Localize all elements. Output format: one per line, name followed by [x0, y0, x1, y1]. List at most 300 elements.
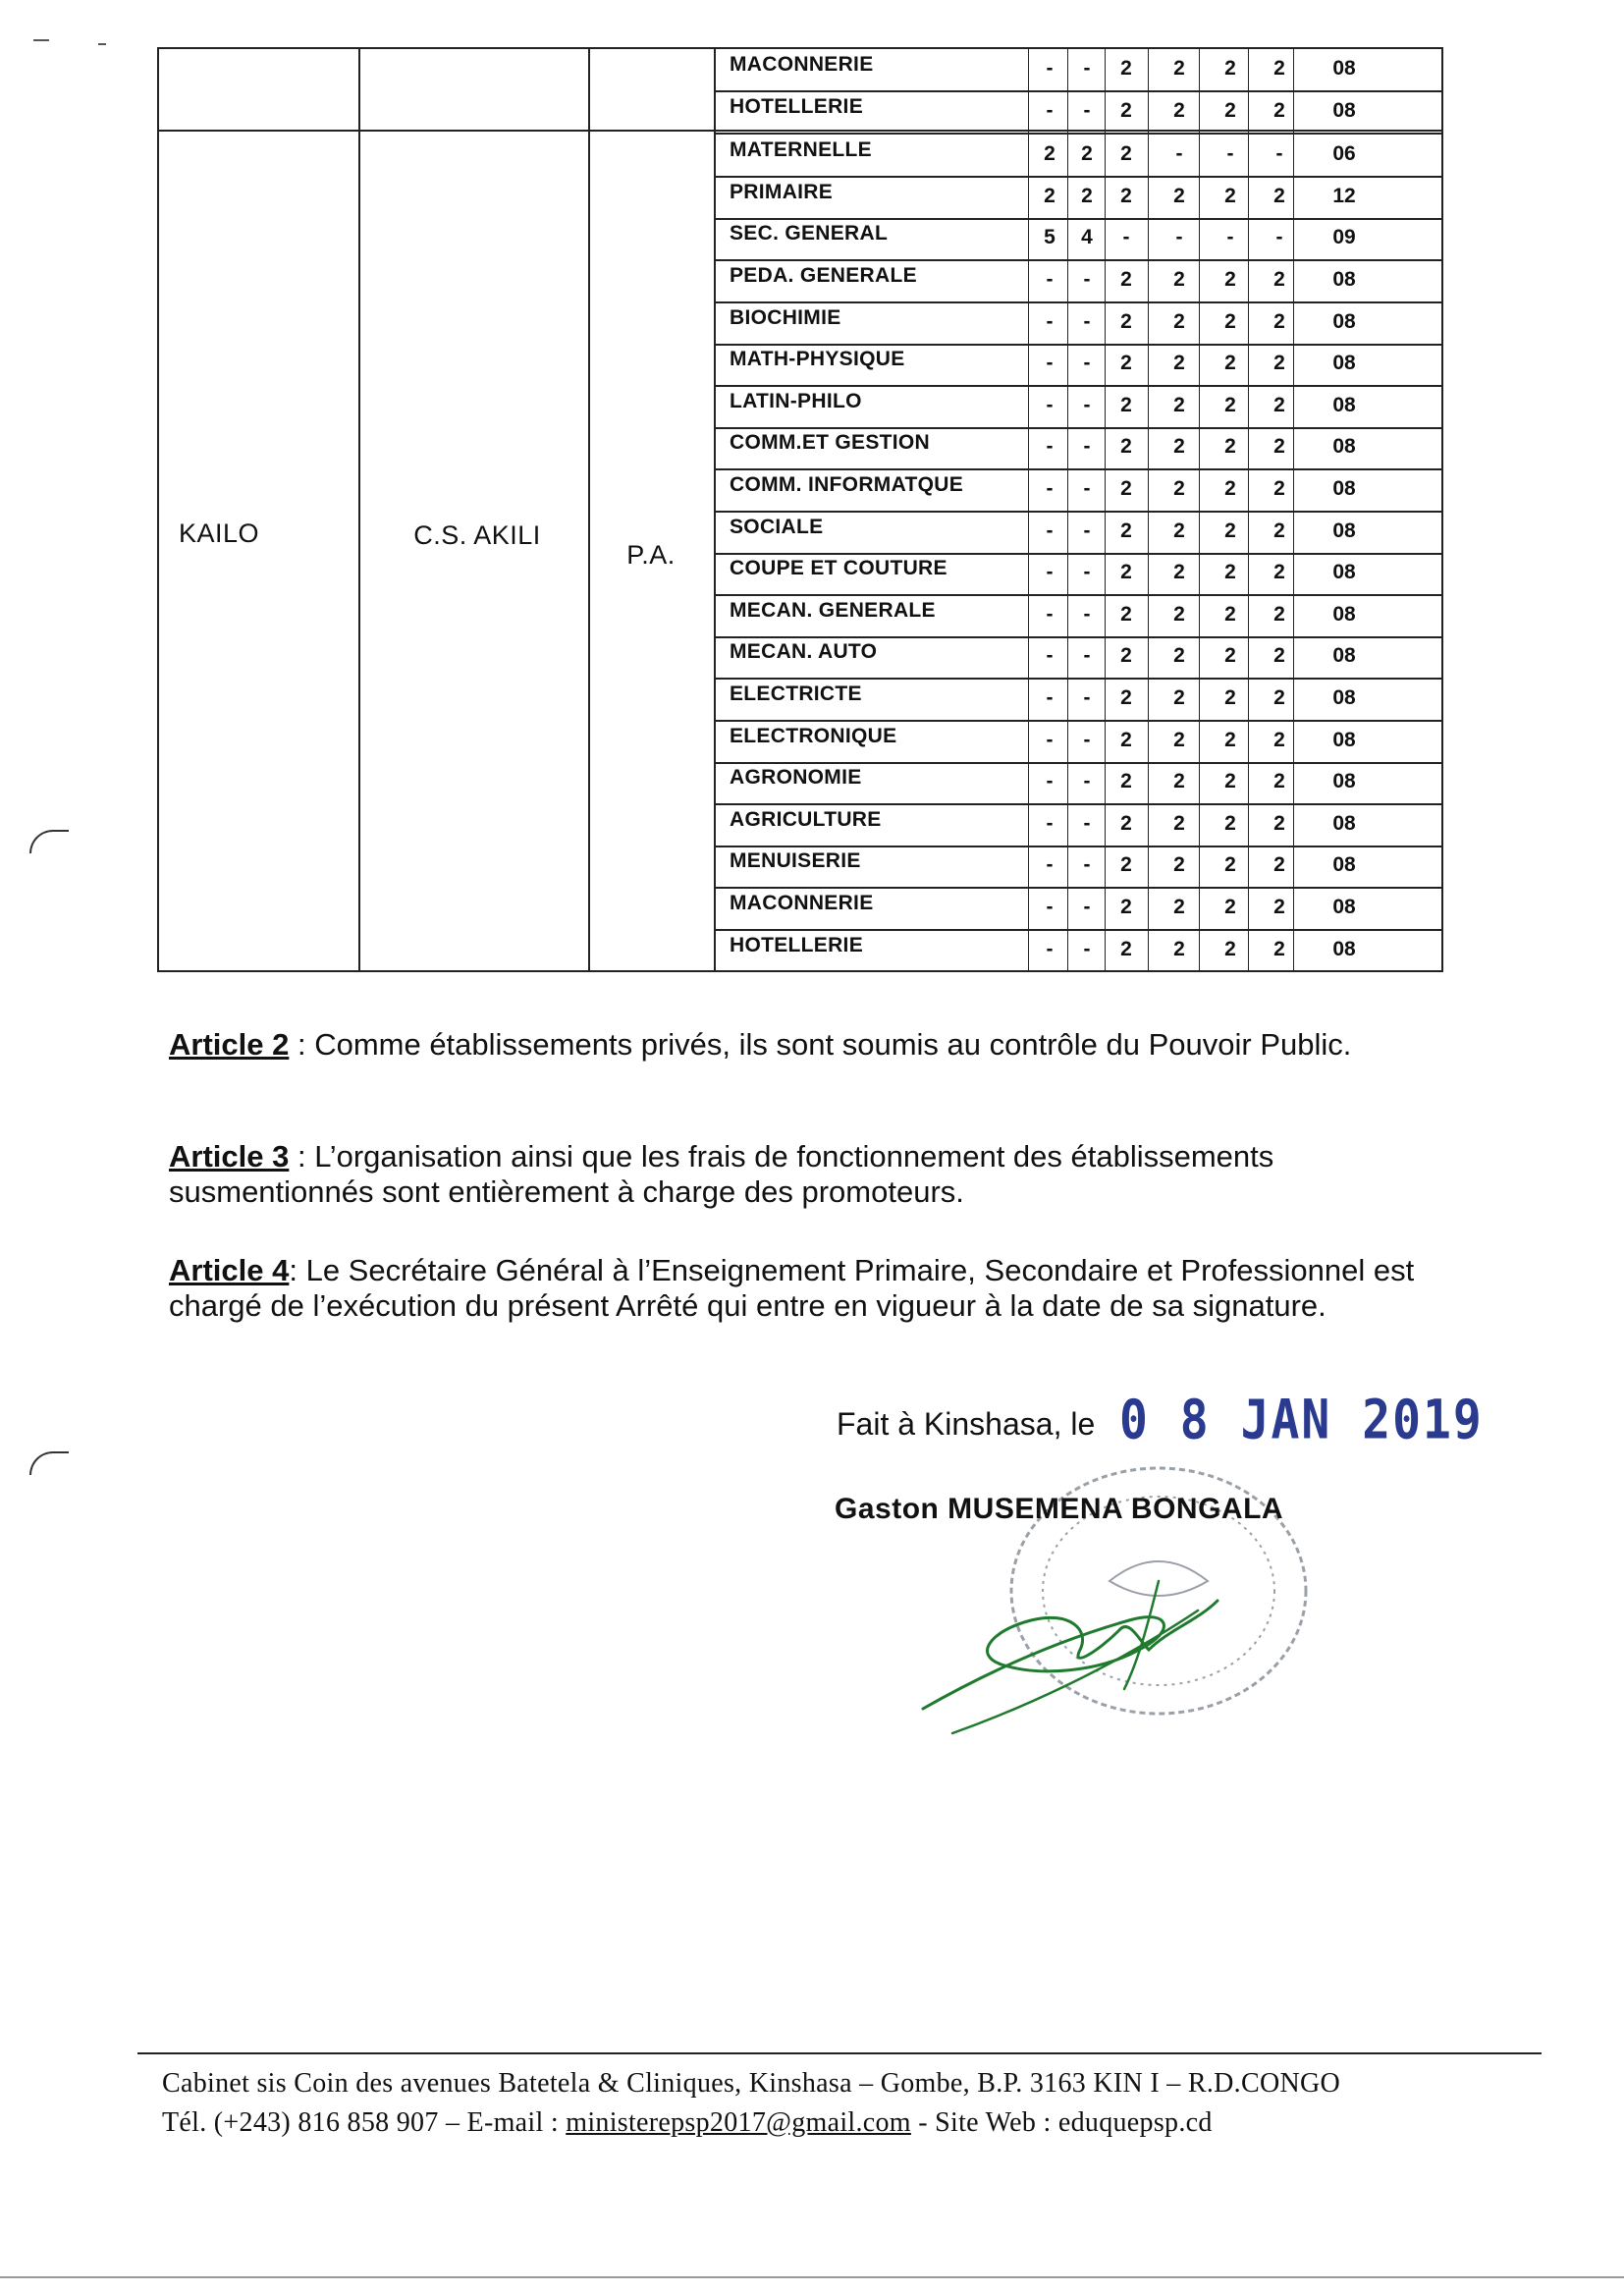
cell-divider: [1199, 930, 1200, 971]
option-name: HOTELLERIE: [730, 933, 864, 956]
option-name: BIOCHIMIE: [730, 305, 841, 329]
cell-divider: [1199, 595, 1200, 636]
class-counts: [1028, 888, 1441, 929]
class-count-cell: 2: [1173, 686, 1185, 709]
class-count-cell: -: [1083, 435, 1091, 459]
class-count-cell: 2: [1273, 811, 1285, 835]
cell-divider: [1199, 302, 1200, 344]
cell-divider: [1028, 930, 1029, 971]
class-count-cell: 2: [1173, 98, 1185, 122]
table-row: [716, 177, 1441, 220]
class-count-cell: 2: [1273, 770, 1285, 793]
table-row: [716, 427, 1441, 470]
class-count-cell: 2: [1173, 561, 1185, 584]
class-count-cell: -: [1046, 268, 1054, 291]
cell-divider: [1148, 553, 1149, 594]
class-counts: [1028, 636, 1441, 678]
class-count-cell: -: [1083, 728, 1091, 751]
handwritten-signature: [913, 1561, 1247, 1748]
class-count-cell: 2: [1120, 57, 1132, 80]
class-count-cell: 2: [1224, 393, 1236, 416]
class-count-cell: -: [1083, 268, 1091, 291]
class-count-cell: 2: [1120, 98, 1132, 122]
class-count-cell: 2: [1173, 770, 1185, 793]
class-count-cell: 2: [1173, 57, 1185, 80]
class-count-cell: -: [1083, 309, 1091, 333]
table-row: [716, 595, 1441, 638]
total-cell: 08: [1332, 435, 1356, 459]
option-name: LATIN-PHILO: [730, 389, 862, 412]
class-count-cell: 2: [1224, 728, 1236, 751]
total-cell: 08: [1332, 644, 1356, 668]
class-count-cell: -: [1083, 937, 1091, 960]
total-cell: 06: [1332, 142, 1356, 166]
class-count-cell: 2: [1224, 561, 1236, 584]
class-count-cell: 2: [1224, 184, 1236, 207]
page-bottom-edge: [0, 2276, 1624, 2278]
class-count-cell: -: [1046, 477, 1054, 500]
option-name: MENUISERIE: [730, 849, 861, 873]
total-cell: 08: [1332, 937, 1356, 960]
class-counts: [1028, 721, 1441, 762]
cell-divider: [1199, 427, 1200, 468]
option-name: COMM. INFORMATQUE: [730, 473, 964, 496]
total-cell: 08: [1332, 393, 1356, 416]
total-cell: 08: [1332, 309, 1356, 333]
class-count-cell: 2: [1120, 602, 1132, 626]
class-count-cell: 2: [1120, 561, 1132, 584]
class-count-cell: -: [1046, 728, 1054, 751]
cell-divider: [1028, 344, 1029, 385]
article-text: L’organisation ainsi que les frais de fonctionnement des établissements susmentionnés sont entièrement à charge des promoteurs.: [169, 1139, 1274, 1209]
class-count-cell: 2: [1224, 811, 1236, 835]
cell-divider: [1199, 135, 1200, 176]
cell-divider: [1199, 344, 1200, 385]
cell-divider: [1148, 512, 1149, 553]
class-count-cell: 2: [1120, 268, 1132, 291]
option-name: AGRONOMIE: [730, 766, 862, 790]
table-row: [716, 218, 1441, 261]
class-count-cell: 2: [1224, 98, 1236, 122]
class-count-cell: 2: [1224, 268, 1236, 291]
class-count-cell: 2: [1120, 770, 1132, 793]
cell-divider: [1028, 888, 1029, 929]
class-counts: [1028, 930, 1441, 971]
class-counts: [1028, 177, 1441, 218]
table-row: [716, 91, 1441, 135]
table-row: [716, 930, 1441, 971]
cell-divider: [1148, 260, 1149, 301]
cell-divider: [1199, 636, 1200, 678]
class-count-cell: 2: [1273, 853, 1285, 877]
footer-tel: Tél. (+243) 816 858 907 – E-mail :: [162, 2107, 567, 2138]
option-name: MACONNERIE: [730, 892, 874, 914]
class-count-cell: 2: [1120, 435, 1132, 459]
cell-divider: [1148, 762, 1149, 803]
footer-contact: [162, 2107, 1438, 2139]
class-count-cell: 2: [1273, 937, 1285, 960]
class-count-cell: -: [1175, 142, 1183, 166]
class-counts: [1028, 553, 1441, 594]
cell-divider: [1028, 135, 1029, 176]
class-counts: [1028, 218, 1441, 259]
class-counts: [1028, 679, 1441, 720]
cell-divider: [1199, 218, 1200, 259]
class-count-cell: 2: [1120, 142, 1132, 166]
class-count-cell: 2: [1120, 519, 1132, 542]
class-count-cell: 2: [1273, 309, 1285, 333]
option-name: COUPE ET COUTURE: [730, 557, 947, 580]
article-text: Le Secrétaire Général à l’Enseignement Primaire, Secondaire et Professionnel est chargé de l’exécution du présent Arrêté qui entre en vigueur à la date de sa signature.: [169, 1253, 1415, 1323]
class-count-cell: 2: [1044, 184, 1056, 207]
class-count-cell: -: [1046, 98, 1054, 122]
cell-divider: [1199, 679, 1200, 720]
class-count-cell: -: [1046, 519, 1054, 542]
class-count-cell: -: [1226, 226, 1234, 249]
cell-divider: [1028, 721, 1029, 762]
table-row: [716, 636, 1441, 680]
cell-divider: [1028, 260, 1029, 301]
class-count-cell: -: [1046, 937, 1054, 960]
cell-divider: [1028, 49, 1029, 90]
class-count-cell: -: [1046, 352, 1054, 375]
cell-divider: [1199, 260, 1200, 301]
cell-divider: [1028, 91, 1029, 133]
class-count-cell: 2: [1120, 477, 1132, 500]
total-cell: 08: [1332, 561, 1356, 584]
article-2: [169, 1027, 1426, 1063]
article-3: [169, 1139, 1426, 1210]
total-cell: 08: [1332, 57, 1356, 80]
scan-punch-mark: [29, 830, 69, 853]
class-count-cell: 2: [1224, 644, 1236, 668]
class-count-cell: 2: [1224, 477, 1236, 500]
class-count-cell: 2: [1224, 352, 1236, 375]
class-count-cell: 2: [1120, 393, 1132, 416]
cell-divider: [1028, 679, 1029, 720]
class-count-cell: -: [1083, 98, 1091, 122]
class-count-cell: 2: [1120, 896, 1132, 918]
option-name: MECAN. GENERALE: [730, 598, 936, 622]
date-stamp: 0 8 JAN 2019: [1119, 1388, 1484, 1452]
class-count-cell: 2: [1120, 937, 1132, 960]
footer-site[interactable]: eduquepsp.cd: [1057, 2107, 1213, 2138]
class-count-cell: 2: [1044, 142, 1056, 166]
class-count-cell: 2: [1224, 602, 1236, 626]
article-separator: :: [289, 1139, 315, 1174]
class-count-cell: -: [1046, 811, 1054, 835]
total-cell: 08: [1332, 268, 1356, 291]
table-row: [716, 888, 1441, 931]
total-cell: 08: [1332, 686, 1356, 709]
class-count-cell: 2: [1273, 57, 1285, 80]
total-cell: 08: [1332, 352, 1356, 375]
regime-cell: P.A.: [626, 540, 676, 570]
class-count-cell: -: [1083, 602, 1091, 626]
cell-divider: [1199, 469, 1200, 511]
class-count-cell: 2: [1081, 142, 1093, 166]
class-count-cell: -: [1046, 770, 1054, 793]
table-row: [716, 344, 1441, 387]
options-grid: [716, 49, 1441, 970]
class-count-cell: 2: [1273, 393, 1285, 416]
cell-divider: [1148, 721, 1149, 762]
class-count-cell: 2: [1224, 57, 1236, 80]
scan-punch-mark: [29, 1451, 69, 1475]
cell-divider: [1148, 218, 1149, 259]
class-count-cell: 2: [1173, 811, 1185, 835]
class-count-cell: -: [1046, 896, 1054, 918]
article-4: [169, 1253, 1426, 1324]
footer-email-link[interactable]: ministerepsp2017@gmail.com: [566, 2107, 911, 2138]
class-count-cell: 2: [1173, 602, 1185, 626]
class-count-cell: 2: [1173, 435, 1185, 459]
total-cell: 08: [1332, 602, 1356, 626]
class-count-cell: 2: [1273, 602, 1285, 626]
option-name: PEDA. GENERALE: [730, 264, 917, 287]
class-count-cell: 2: [1173, 896, 1185, 918]
class-count-cell: 2: [1173, 268, 1185, 291]
total-cell: 09: [1332, 226, 1356, 249]
schools-table: [157, 47, 1443, 972]
table-row: [716, 679, 1441, 722]
cell-divider: [1028, 177, 1029, 218]
cell-divider: [1199, 721, 1200, 762]
cell-divider: [1148, 846, 1149, 887]
class-counts: [1028, 302, 1441, 344]
class-count-cell: 2: [1120, 853, 1132, 877]
table-row: [716, 260, 1441, 303]
class-count-cell: 2: [1224, 770, 1236, 793]
cell-divider: [1148, 344, 1149, 385]
class-count-cell: 2: [1120, 352, 1132, 375]
class-counts: [1028, 386, 1441, 427]
option-name: COMM.ET GESTION: [730, 431, 930, 455]
class-count-cell: 2: [1273, 519, 1285, 542]
class-count-cell: 4: [1081, 226, 1093, 249]
article-label: Article 3: [169, 1139, 290, 1174]
class-count-cell: -: [1046, 309, 1054, 333]
class-count-cell: 2: [1120, 644, 1132, 668]
cell-divider: [1028, 512, 1029, 553]
cell-divider: [1199, 553, 1200, 594]
option-name: ELECTRICTE: [730, 682, 862, 705]
cell-divider: [1199, 512, 1200, 553]
class-count-cell: -: [1046, 561, 1054, 584]
class-counts: [1028, 469, 1441, 511]
cell-divider: [1028, 846, 1029, 887]
class-count-cell: 2: [1173, 728, 1185, 751]
table-row: [716, 762, 1441, 805]
class-count-cell: 2: [1224, 519, 1236, 542]
class-count-cell: -: [1046, 602, 1054, 626]
table-row: [716, 135, 1441, 178]
class-count-cell: 2: [1273, 352, 1285, 375]
class-count-cell: 2: [1224, 435, 1236, 459]
cell-divider: [1148, 135, 1149, 176]
total-cell: 08: [1332, 853, 1356, 877]
class-counts: [1028, 846, 1441, 887]
cell-divider: [1199, 177, 1200, 218]
article-label: Article 2: [169, 1027, 290, 1062]
territoire-cell: KAILO: [179, 519, 260, 548]
footer-rule: [137, 2052, 1542, 2054]
cell-divider: [1148, 177, 1149, 218]
class-count-cell: -: [1275, 226, 1283, 249]
class-count-cell: 2: [1273, 896, 1285, 918]
class-count-cell: 2: [1173, 184, 1185, 207]
class-count-cell: -: [1046, 644, 1054, 668]
class-counts: [1028, 595, 1441, 636]
class-count-cell: 2: [1120, 686, 1132, 709]
cell-divider: [1028, 595, 1029, 636]
class-counts: [1028, 762, 1441, 803]
class-counts: [1028, 91, 1441, 133]
article-separator: :: [289, 1253, 306, 1287]
class-count-cell: -: [1083, 896, 1091, 918]
option-name: ELECTRONIQUE: [730, 724, 897, 747]
class-counts: [1028, 427, 1441, 468]
cell-divider: [1028, 302, 1029, 344]
class-counts: [1028, 260, 1441, 301]
class-count-cell: -: [1046, 435, 1054, 459]
cell-divider: [1028, 427, 1029, 468]
class-count-cell: -: [1275, 142, 1283, 166]
cell-divider: [1199, 888, 1200, 929]
class-count-cell: -: [1122, 226, 1130, 249]
total-cell: 08: [1332, 728, 1356, 751]
table-row: [716, 553, 1441, 596]
cell-divider: [1148, 386, 1149, 427]
class-count-cell: -: [1083, 561, 1091, 584]
footer-site-prefix: - Site Web :: [910, 2107, 1058, 2138]
class-count-cell: 2: [1273, 644, 1285, 668]
class-count-cell: -: [1083, 770, 1091, 793]
class-count-cell: 2: [1273, 561, 1285, 584]
total-cell: 08: [1332, 896, 1356, 918]
option-name: MACONNERIE: [730, 53, 874, 76]
table-row: [716, 804, 1441, 847]
class-count-cell: 2: [1273, 728, 1285, 751]
class-count-cell: -: [1083, 644, 1091, 668]
class-count-cell: 2: [1224, 896, 1236, 918]
class-count-cell: 2: [1081, 184, 1093, 207]
class-count-cell: 2: [1120, 811, 1132, 835]
class-count-cell: 2: [1273, 686, 1285, 709]
class-counts: [1028, 344, 1441, 385]
cell-divider: [1199, 846, 1200, 887]
option-name: SEC. GENERAL: [730, 222, 889, 246]
class-count-cell: 2: [1273, 184, 1285, 207]
class-count-cell: 2: [1224, 937, 1236, 960]
class-count-cell: -: [1083, 853, 1091, 877]
article-label: Article 4: [169, 1253, 290, 1287]
class-count-cell: -: [1175, 226, 1183, 249]
class-count-cell: -: [1046, 57, 1054, 80]
scan-speck: [98, 43, 106, 45]
article-text: Comme établissements privés, ils sont soumis au contrôle du Pouvoir Public.: [314, 1027, 1352, 1062]
class-count-cell: -: [1046, 853, 1054, 877]
class-count-cell: 2: [1173, 393, 1185, 416]
class-count-cell: 2: [1224, 853, 1236, 877]
class-count-cell: 2: [1273, 268, 1285, 291]
total-cell: 08: [1332, 477, 1356, 500]
class-count-cell: 2: [1273, 435, 1285, 459]
class-count-cell: 2: [1173, 937, 1185, 960]
cell-divider: [1028, 636, 1029, 678]
cell-divider: [1199, 91, 1200, 133]
total-cell: 08: [1332, 519, 1356, 542]
total-cell: 08: [1332, 770, 1356, 793]
class-count-cell: -: [1046, 393, 1054, 416]
option-name: MATERNELLE: [730, 138, 872, 162]
class-count-cell: -: [1226, 142, 1234, 166]
cell-divider: [1148, 888, 1149, 929]
cell-divider: [1199, 804, 1200, 846]
option-name: SOCIALE: [730, 515, 824, 538]
total-cell: 08: [1332, 98, 1356, 122]
class-counts: [1028, 49, 1441, 90]
class-counts: [1028, 512, 1441, 553]
option-name: MATH-PHYSIQUE: [730, 348, 905, 371]
class-count-cell: 2: [1120, 728, 1132, 751]
class-count-cell: 2: [1120, 309, 1132, 333]
option-name: MECAN. AUTO: [730, 640, 878, 664]
class-count-cell: -: [1083, 686, 1091, 709]
cell-divider: [1148, 469, 1149, 511]
table-row: [716, 386, 1441, 429]
class-count-cell: 2: [1224, 686, 1236, 709]
cell-divider: [1199, 49, 1200, 90]
scan-speck: [33, 39, 49, 41]
table-row: [716, 721, 1441, 764]
cell-divider: [1148, 302, 1149, 344]
option-name: HOTELLERIE: [730, 94, 864, 118]
class-count-cell: 2: [1273, 98, 1285, 122]
class-count-cell: 2: [1273, 477, 1285, 500]
cell-divider: [1148, 679, 1149, 720]
class-counts: [1028, 135, 1441, 176]
cell-divider: [1028, 553, 1029, 594]
table-row: [716, 512, 1441, 555]
article-separator: :: [289, 1027, 315, 1062]
cell-divider: [1028, 804, 1029, 846]
class-count-cell: 2: [1173, 309, 1185, 333]
class-count-cell: -: [1083, 519, 1091, 542]
column-divider: [358, 49, 360, 970]
place-line: Fait à Kinshasa, le: [837, 1406, 1096, 1442]
class-count-cell: -: [1083, 57, 1091, 80]
class-count-cell: -: [1046, 686, 1054, 709]
class-count-cell: 2: [1224, 309, 1236, 333]
total-cell: 08: [1332, 811, 1356, 835]
table-row: [716, 469, 1441, 513]
class-count-cell: -: [1083, 477, 1091, 500]
cell-divider: [1199, 386, 1200, 427]
cell-divider: [1028, 762, 1029, 803]
class-count-cell: -: [1083, 811, 1091, 835]
column-divider: [588, 49, 590, 970]
option-name: AGRICULTURE: [730, 807, 882, 831]
class-count-cell: 5: [1044, 226, 1056, 249]
class-count-cell: 2: [1173, 519, 1185, 542]
table-row: [716, 302, 1441, 346]
table-row: [716, 846, 1441, 889]
class-counts: [1028, 804, 1441, 846]
class-count-cell: 2: [1173, 644, 1185, 668]
cell-divider: [1148, 427, 1149, 468]
total-cell: 12: [1332, 184, 1356, 207]
